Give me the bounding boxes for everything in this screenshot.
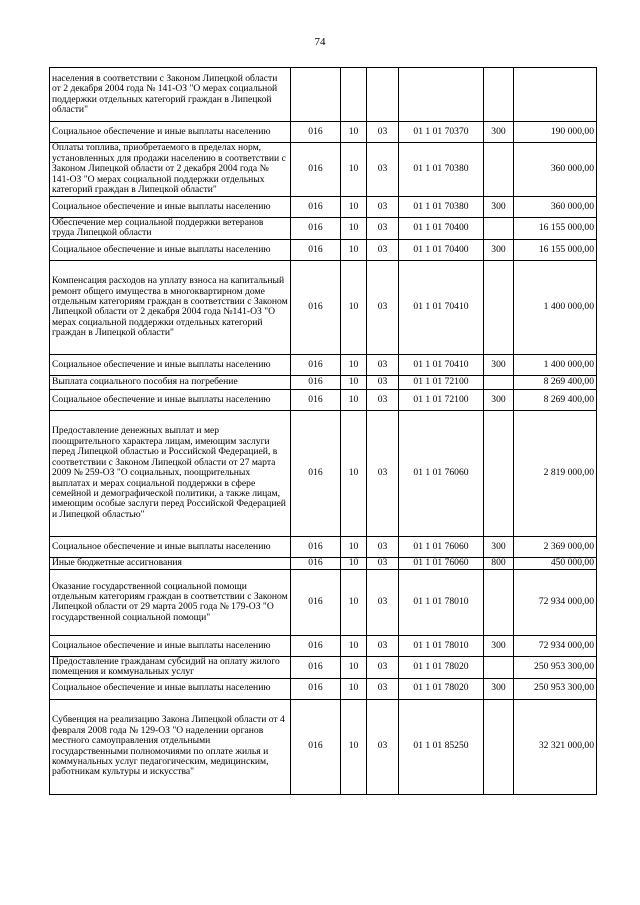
expense-type-code: [484, 699, 514, 794]
ministry-code: 016: [291, 122, 341, 143]
subsection-code: 03: [367, 260, 399, 354]
subsection-code: 03: [367, 536, 399, 557]
target-code: 01 1 01 70380: [399, 197, 484, 218]
target-code: 01 1 01 70400: [399, 218, 484, 240]
section-code: 10: [341, 389, 367, 410]
expense-type-code: 300: [484, 678, 514, 699]
page-number: 74: [314, 36, 326, 48]
expense-type-code: [484, 68, 514, 122]
row-name: Социальное обеспечение и иные выплаты населению: [50, 389, 291, 410]
section-code: 10: [341, 635, 367, 656]
section-code: 10: [341, 122, 367, 143]
ministry-code: 016: [291, 143, 341, 197]
ministry-code: 016: [291, 389, 341, 410]
amount: 360 000,00: [514, 143, 597, 197]
amount: 2 819 000,00: [514, 410, 597, 536]
amount: [514, 68, 597, 122]
budget-table: [49, 67, 597, 795]
row-name: Предоставление гражданам субсидий на оплату жилого помещения и коммунальных услуг: [50, 656, 291, 678]
row-name: Предоставление денежных выплат и мер поощрительного характера лицам, имеющим заслуги перед Липецкой областью и Российской Федерацией, в соответствии с Законом Липецкой области от 27 марта 2009 № 259-ОЗ "О социальных, поощрительных выплатах и мерах социальной поддержки в сфере семейной и демографической политики, а также лицам, имеющим особые заслуги перед Российской Федерацией и Липецкой областью": [50, 410, 291, 536]
row-name: Социальное обеспечение и иные выплаты населению: [50, 678, 291, 699]
subsection-code: [367, 68, 399, 122]
row-name: Оказание государственной социальной помощи отдельным категориям граждан в соответствии с Законом Липецкой области от 29 марта 2005 года № 179-ОЗ "О государственной социальной помощи": [50, 569, 291, 635]
table-row: [50, 375, 597, 389]
row-name: Социальное обеспечение и иные выплаты населению: [50, 536, 291, 557]
table-row: [50, 569, 597, 635]
table-row: [50, 557, 597, 569]
row-name: Иные бюджетные ассигнования: [50, 557, 291, 569]
subsection-code: 03: [367, 656, 399, 678]
ministry-code: 016: [291, 678, 341, 699]
amount: 16 155 000,00: [514, 218, 597, 240]
target-code: 01 1 01 70380: [399, 143, 484, 197]
amount: 16 155 000,00: [514, 239, 597, 260]
ministry-code: 016: [291, 557, 341, 569]
subsection-code: 03: [367, 410, 399, 536]
row-name: Социальное обеспечение и иные выплаты населению: [50, 635, 291, 656]
table-row: [50, 354, 597, 375]
expense-type-code: [484, 143, 514, 197]
amount: 2 369 000,00: [514, 536, 597, 557]
expense-type-code: [484, 218, 514, 240]
section-code: [341, 68, 367, 122]
expense-type-code: [484, 260, 514, 354]
subsection-code: 03: [367, 239, 399, 260]
subsection-code: 03: [367, 389, 399, 410]
table-row: [50, 260, 597, 354]
row-name: Социальное обеспечение и иные выплаты населению: [50, 122, 291, 143]
target-code: 01 1 01 72100: [399, 375, 484, 389]
expense-type-code: 300: [484, 122, 514, 143]
table-row: [50, 197, 597, 218]
amount: 72 934 000,00: [514, 569, 597, 635]
section-code: 10: [341, 143, 367, 197]
amount: 190 000,00: [514, 122, 597, 143]
table-row: [50, 678, 597, 699]
subsection-code: 03: [367, 375, 399, 389]
section-code: 10: [341, 197, 367, 218]
section-code: 10: [341, 699, 367, 794]
table-row: [50, 389, 597, 410]
row-name: Компенсация расходов на уплату взноса на капитальный ремонт общего имущества в многоквартирном доме отдельным категориям граждан в соответствии с Законом Липецкой области от 2 декабря 2004 года №141-ОЗ "О мерах социальной поддержки отдельных категорий граждан в Липецкой области": [50, 260, 291, 354]
target-code: 01 1 01 78010: [399, 635, 484, 656]
row-name: Обеспечение мер социальной поддержки ветеранов труда Липецкой области: [50, 218, 291, 240]
ministry-code: 016: [291, 354, 341, 375]
section-code: 10: [341, 218, 367, 240]
section-code: 10: [341, 410, 367, 536]
ministry-code: 016: [291, 635, 341, 656]
section-code: 10: [341, 239, 367, 260]
expense-type-code: 300: [484, 239, 514, 260]
table-row: [50, 699, 597, 794]
target-code: [399, 68, 484, 122]
ministry-code: [291, 68, 341, 122]
target-code: 01 1 01 70400: [399, 239, 484, 260]
amount: 1 400 000,00: [514, 354, 597, 375]
amount: 250 953 300,00: [514, 656, 597, 678]
table-row: [50, 122, 597, 143]
subsection-code: 03: [367, 557, 399, 569]
ministry-code: 016: [291, 239, 341, 260]
row-name: Социальное обеспечение и иные выплаты населению: [50, 197, 291, 218]
subsection-code: 03: [367, 635, 399, 656]
expense-type-code: [484, 410, 514, 536]
ministry-code: 016: [291, 260, 341, 354]
amount: 1 400 000,00: [514, 260, 597, 354]
expense-type-code: 800: [484, 557, 514, 569]
section-code: 10: [341, 354, 367, 375]
amount: 360 000,00: [514, 197, 597, 218]
expense-type-code: [484, 375, 514, 389]
table-row: [50, 143, 597, 197]
target-code: 01 1 01 78010: [399, 569, 484, 635]
amount: 72 934 000,00: [514, 635, 597, 656]
row-name: Выплата социального пособия на погребение: [50, 375, 291, 389]
amount: 32 321 000,00: [514, 699, 597, 794]
expense-type-code: [484, 656, 514, 678]
target-code: 01 1 01 78020: [399, 678, 484, 699]
target-code: 01 1 01 76060: [399, 557, 484, 569]
target-code: 01 1 01 85250: [399, 699, 484, 794]
section-code: 10: [341, 656, 367, 678]
section-code: 10: [341, 569, 367, 635]
ministry-code: 016: [291, 536, 341, 557]
expense-type-code: 300: [484, 197, 514, 218]
expense-type-code: 300: [484, 536, 514, 557]
row-name: Субвенция на реализацию Закона Липецкой области от 4 февраля 2008 года № 129-ОЗ "О наделении органов местного самоуправления отдельными государственными полномочиями по оплате жилья и коммунальных услуг педагогическим, медицинским, работникам культуры и искусства": [50, 699, 291, 794]
amount: 250 953 300,00: [514, 678, 597, 699]
expense-type-code: 300: [484, 635, 514, 656]
section-code: 10: [341, 536, 367, 557]
expense-type-code: 300: [484, 354, 514, 375]
row-name: Оплаты топлива, приобретаемого в пределах норм, установленных для продажи населению в соответствии с Законом Липецкой области от 2 декабря 2004 года № 141-ОЗ "О мерах социальной поддержки отдельных категорий граждан в Липецкой области": [50, 143, 291, 197]
subsection-code: 03: [367, 678, 399, 699]
subsection-code: 03: [367, 218, 399, 240]
ministry-code: 016: [291, 218, 341, 240]
row-name: Социальное обеспечение и иные выплаты населению: [50, 354, 291, 375]
ministry-code: 016: [291, 656, 341, 678]
section-code: 10: [341, 260, 367, 354]
subsection-code: 03: [367, 143, 399, 197]
subsection-code: 03: [367, 699, 399, 794]
table-row: [50, 656, 597, 678]
subsection-code: 03: [367, 197, 399, 218]
table-row: [50, 239, 597, 260]
target-code: 01 1 01 72100: [399, 389, 484, 410]
row-name: населения в соответствии с Законом Липецкой области от 2 декабря 2004 года № 141-ОЗ "О мерах социальной поддержки отдельных категорий граждан в Липецкой области": [50, 68, 291, 122]
target-code: 01 1 01 70410: [399, 260, 484, 354]
ministry-code: 016: [291, 569, 341, 635]
table-row: [50, 410, 597, 536]
amount: 450 000,00: [514, 557, 597, 569]
table-row: [50, 635, 597, 656]
table-row: [50, 218, 597, 240]
subsection-code: 03: [367, 354, 399, 375]
ministry-code: 016: [291, 375, 341, 389]
subsection-code: 03: [367, 122, 399, 143]
section-code: 10: [341, 678, 367, 699]
target-code: 01 1 01 70370: [399, 122, 484, 143]
target-code: 01 1 01 78020: [399, 656, 484, 678]
amount: 8 269 400,00: [514, 389, 597, 410]
expense-type-code: 300: [484, 389, 514, 410]
amount: 8 269 400,00: [514, 375, 597, 389]
target-code: 01 1 01 76060: [399, 536, 484, 557]
ministry-code: 016: [291, 699, 341, 794]
section-code: 10: [341, 557, 367, 569]
section-code: 10: [341, 375, 367, 389]
target-code: 01 1 01 76060: [399, 410, 484, 536]
expense-type-code: [484, 569, 514, 635]
subsection-code: 03: [367, 569, 399, 635]
row-name: Социальное обеспечение и иные выплаты населению: [50, 239, 291, 260]
table-row: [50, 68, 597, 122]
target-code: 01 1 01 70410: [399, 354, 484, 375]
table-row: [50, 536, 597, 557]
ministry-code: 016: [291, 410, 341, 536]
ministry-code: 016: [291, 197, 341, 218]
